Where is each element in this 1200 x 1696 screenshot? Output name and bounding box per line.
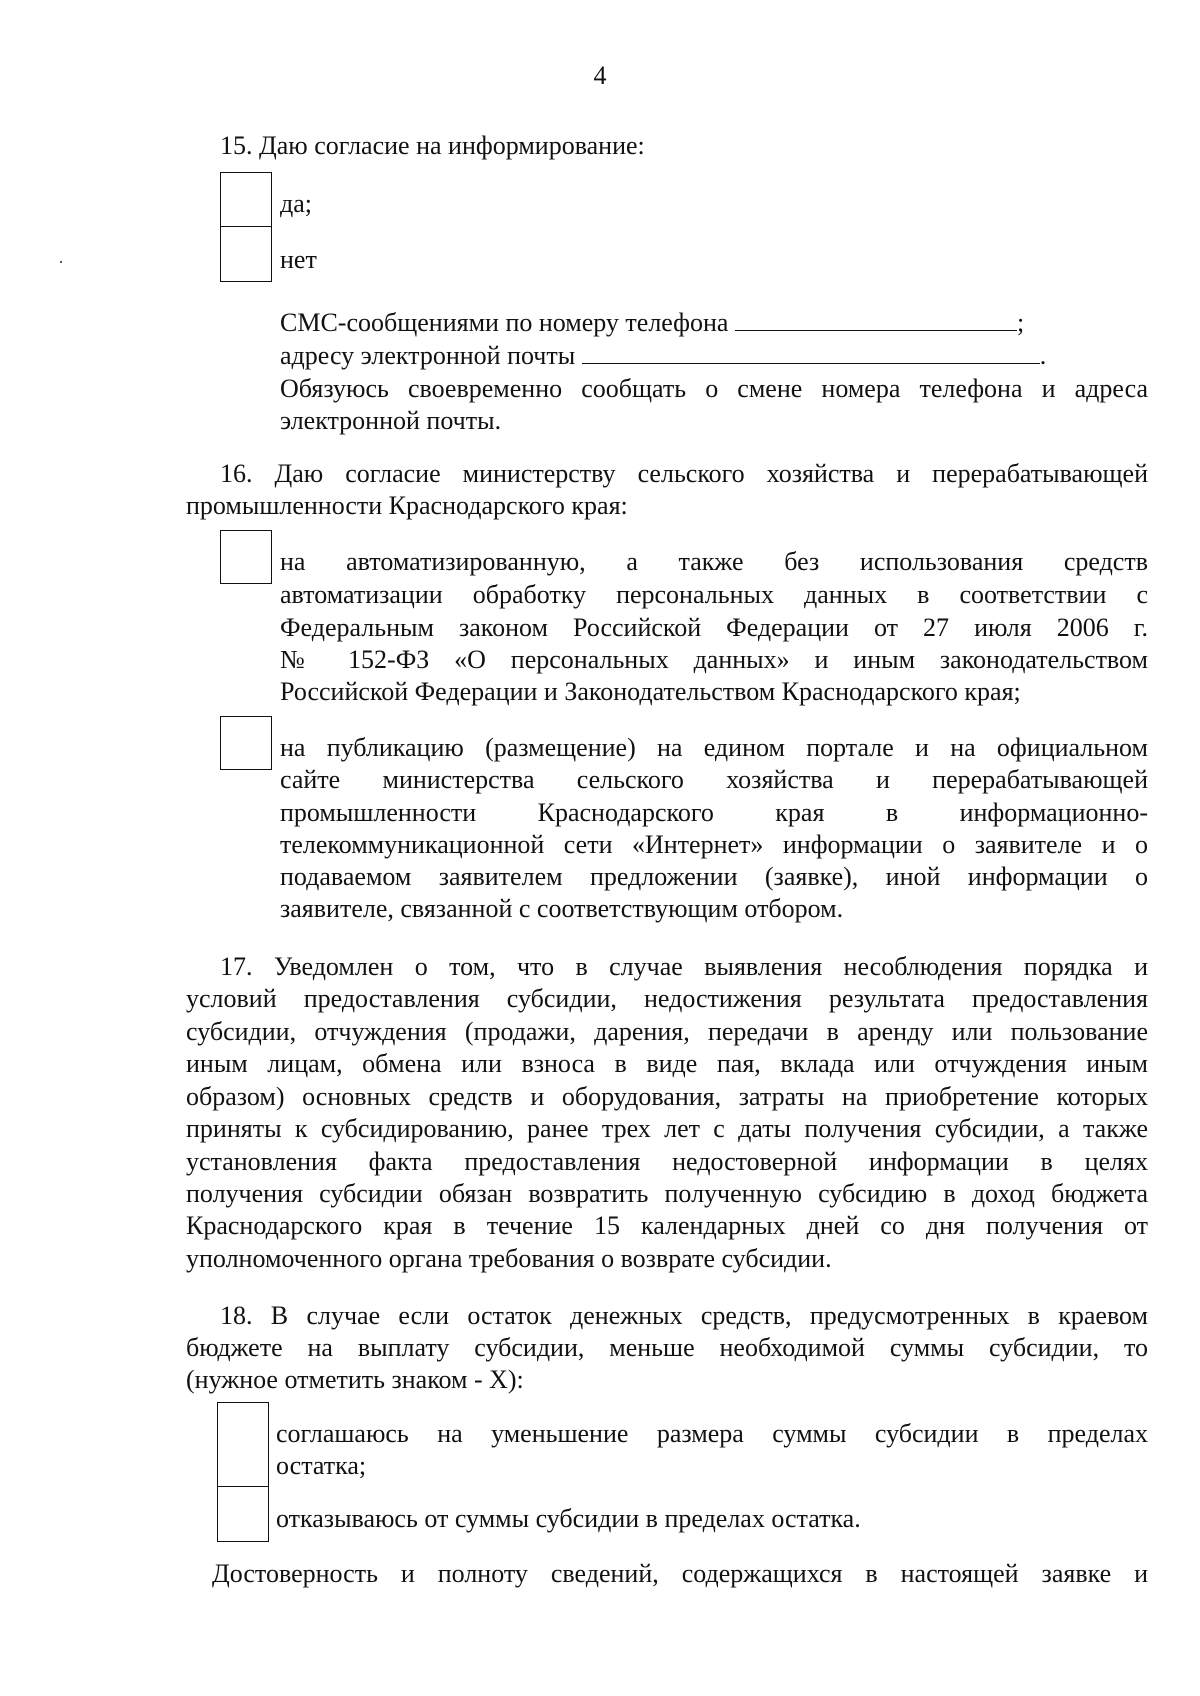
obligation-line-1: Обязуюсь своевременно сообщать о смене номера телефона и адреса [280, 374, 1148, 403]
sms-label: СМС-сообщениями по номеру телефона [280, 308, 729, 337]
closing-statement-line: Достоверность и полноту сведений, содержащихся в настоящей заявке и [212, 1559, 1148, 1588]
checkbox-agree-reduction[interactable] [217, 1402, 269, 1488]
scan-speck [60, 261, 62, 263]
consent-2-line: телекоммуникационной сети «Интернет» информации о заявителе и о [280, 830, 1148, 859]
section-17-line: иным лицам, обмена или взноса в виде пая, вклада или отчуждения иным [186, 1049, 1148, 1078]
page-number: 4 [593, 61, 607, 90]
sms-line-end: ; [1016, 308, 1025, 337]
section-15-heading: 15. Даю согласие на информирование: [220, 131, 645, 160]
checkbox-inform-yes[interactable] [220, 172, 272, 228]
section-16-line-2: промышленности Краснодарского края: [186, 491, 628, 520]
option-agree-reduction-line: соглашаюсь на уменьшение размера суммы субсидии в пределах [276, 1419, 1148, 1448]
consent-1-line: автоматизации обработку персональных данных в соответствии с [280, 580, 1148, 609]
section-17-line: 17. Уведомлен о том, что в случае выявления несоблюдения порядка и [220, 952, 1148, 981]
consent-2-line: на публикацию (размещение) на едином портале и на официальном [280, 733, 1148, 762]
section-17-line: уполномоченного органа требования о возврате субсидии. [186, 1244, 832, 1273]
option-refuse-subsidy-label: отказываюсь от суммы субсидии в пределах остатка. [276, 1504, 861, 1533]
consent-1-line: Федеральным законом Российской Федерации от 27 июля 2006 г. [280, 613, 1148, 642]
checkbox-personal-data[interactable] [220, 530, 272, 584]
checkbox-publication[interactable] [220, 716, 272, 770]
phone-number-field[interactable] [735, 310, 1017, 331]
email-line-end: . [1039, 341, 1047, 370]
option-yes-label: да; [280, 189, 312, 218]
email-line [280, 340, 1046, 371]
section-17-line: установления факта предоставления недостоверной информации в целях [186, 1147, 1148, 1176]
consent-1-line: № 152-ФЗ «О персональных данных» и иным законодательством [280, 645, 1148, 674]
option-no-label: нет [280, 245, 317, 274]
section-16-line-1: 16. Даю согласие министерству сельского хозяйства и перерабатывающей [220, 459, 1148, 488]
section-17-line: получения субсидии обязан возвратить полученную субсидию в доход бюджета [186, 1179, 1148, 1208]
section-18-line: 18. В случае если остаток денежных средств, предусмотренных в краевом [220, 1301, 1148, 1330]
consent-2-line: промышленности Краснодарского края в информационно- [280, 798, 1148, 827]
email-address-field[interactable] [582, 343, 1040, 364]
section-17-line: условий предоставления субсидии, недостижения результата предоставления [186, 984, 1148, 1013]
section-17-line: приняты к субсидированию, ранее трех лет с даты получения субсидии, а также [186, 1114, 1148, 1143]
section-17-line: образом) основных средств и оборудования, затраты на приобретение которых [186, 1082, 1148, 1111]
obligation-line-2: электронной почты. [280, 406, 502, 435]
email-label: адресу электронной почты [280, 341, 576, 370]
section-18-line: бюджете на выплату субсидии, меньше необходимой суммы субсидии, то [186, 1333, 1148, 1362]
checkbox-inform-no[interactable] [220, 226, 272, 282]
sms-line [280, 307, 1024, 338]
section-18-line: (нужное отметить знаком - X): [186, 1365, 524, 1394]
checkbox-refuse-subsidy[interactable] [217, 1486, 269, 1542]
consent-2-line: подаваемом заявителем предложении (заявке), иной информации о [280, 862, 1148, 891]
consent-1-line: на автоматизированную, а также без использования средств [280, 547, 1148, 576]
consent-2-line: заявителе, связанной с соответствующим отбором. [280, 894, 844, 923]
option-agree-reduction-line: остатка; [276, 1451, 367, 1480]
consent-1-line: Российской Федерации и Законодательством Краснодарского края; [280, 677, 1021, 706]
section-17-line: субсидии, отчуждения (продажи, дарения, передачи в аренду или пользование [186, 1017, 1148, 1046]
consent-2-line: сайте министерства сельского хозяйства и перерабатывающей [280, 765, 1148, 794]
section-17-line: Краснодарского края в течение 15 календарных дней со дня получения от [186, 1211, 1148, 1240]
